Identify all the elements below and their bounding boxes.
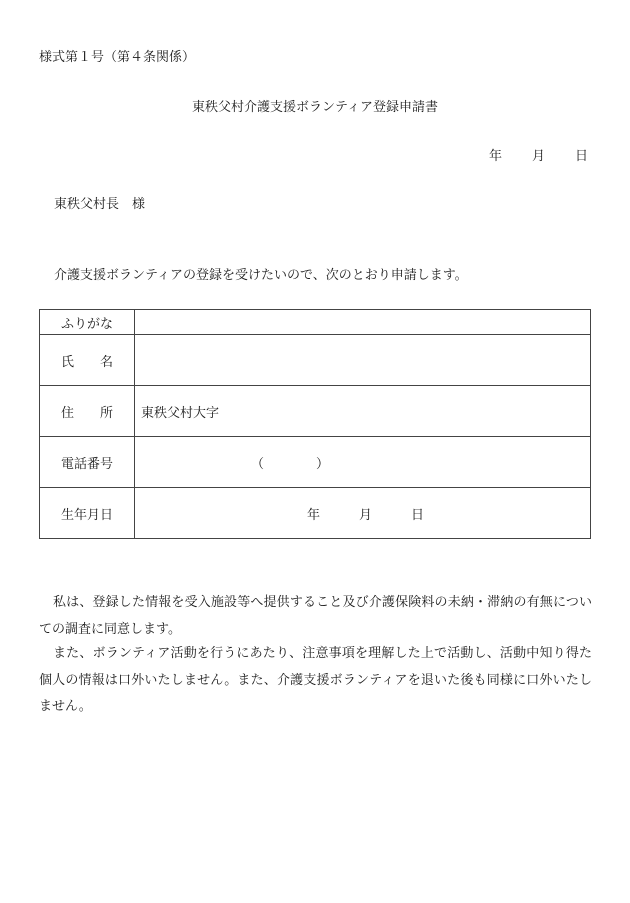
consent-paragraph: 私は、登録した情報を受入施設等へ提供すること及び介護保険料の未納・滞納の有無についての調査に同意します。 [39, 595, 592, 637]
name-row [40, 335, 591, 386]
date-day-label: 日 [574, 149, 588, 164]
birthdate-field[interactable] [135, 488, 591, 539]
date-month-label: 月 [531, 149, 545, 164]
furigana-field[interactable] [135, 310, 591, 335]
birthdate-placeholder: 年 月 日 [306, 507, 424, 523]
address-field[interactable]: 東秩父村大字 [135, 386, 591, 437]
phone-area-code-brackets: （ ） [251, 456, 330, 472]
furigana-row [40, 310, 591, 335]
phone-row [40, 437, 591, 488]
furigana-label: ふりがな [40, 310, 135, 335]
document-title: 東秩父村介護支援ボランティア登録申請書 [192, 100, 438, 115]
form-number: 様式第１号（第４条関係） [39, 50, 196, 65]
date-line [489, 145, 588, 164]
intro-statement: 介護支援ボランティアの登録を受けたいので、次のとおり申請します。 [54, 268, 468, 283]
addressee: 東秩父村長 様 [54, 197, 146, 212]
address-row [40, 386, 591, 437]
phone-field[interactable] [135, 437, 591, 488]
address-label: 住 所 [40, 386, 135, 437]
phone-label: 電話番号 [40, 437, 135, 488]
name-field[interactable] [135, 335, 591, 386]
date-year-label: 年 [488, 149, 502, 164]
birthdate-label: 生年月日 [40, 488, 135, 539]
confidentiality-paragraph: また、ボランティア活動を行うにあたり、注意事項を理解した上で活動し、活動中知り得た個人の情報は口外いたしません。また、介護支援ボランティアを退いた後も同様に口外いたしません。 [39, 646, 592, 714]
name-label: 氏 名 [40, 335, 135, 386]
application-form-table [39, 309, 591, 539]
birthdate-row [40, 488, 591, 539]
